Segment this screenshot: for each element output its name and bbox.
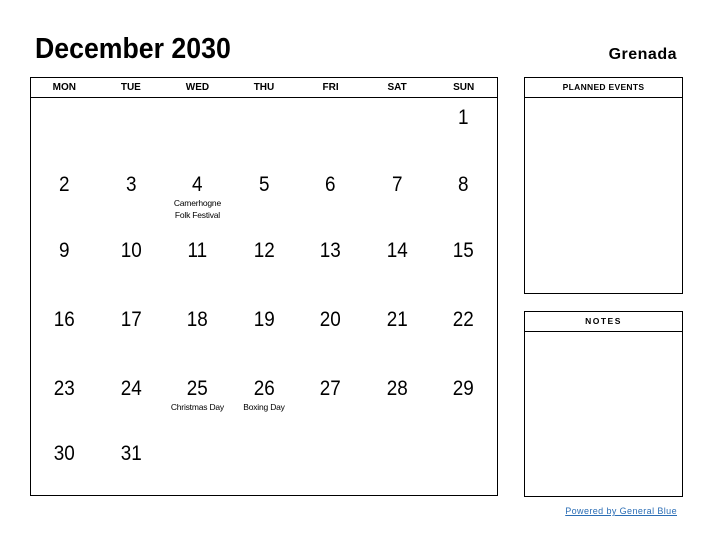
day-cell — [164, 434, 231, 497]
day-number: 6 — [325, 173, 336, 196]
day-number — [234, 98, 294, 107]
day-cell — [430, 300, 497, 369]
day-cell — [297, 300, 364, 369]
day-number: 18 — [186, 308, 208, 331]
day-number: 15 — [453, 239, 475, 262]
day-number — [301, 434, 361, 443]
day-cell — [364, 434, 431, 497]
weekday-tue: TUE — [120, 82, 141, 93]
day-cell — [231, 231, 298, 300]
powered-by-link[interactable]: Powered by General Blue — [565, 506, 677, 516]
day-cell — [297, 165, 364, 231]
day-number: 28 — [386, 377, 408, 400]
day-number: 5 — [258, 173, 270, 196]
weekday-sun: SUN — [453, 82, 475, 93]
day-number: 25 — [186, 377, 208, 400]
day-cell — [98, 165, 165, 231]
day-cell — [164, 165, 231, 231]
day-number: 22 — [453, 308, 475, 331]
day-cell — [164, 98, 231, 165]
calendar-weeks — [31, 98, 497, 497]
day-number: 30 — [53, 442, 75, 465]
calendar-grid — [30, 77, 498, 496]
holiday-label: Boxing Day — [243, 402, 285, 412]
day-cell — [98, 300, 165, 369]
day-cell — [430, 231, 497, 300]
day-cell — [98, 98, 165, 165]
day-number: 2 — [59, 173, 70, 196]
holiday-label: Christmas Day — [170, 402, 224, 412]
day-number — [367, 434, 427, 443]
day-cell — [430, 434, 497, 497]
weekday-sat: SAT — [387, 82, 407, 93]
day-cell — [31, 165, 98, 231]
day-number: 29 — [453, 377, 475, 400]
day-number: 10 — [120, 239, 142, 262]
day-cell — [231, 300, 298, 369]
day-number — [167, 98, 227, 107]
day-number: 7 — [391, 173, 403, 196]
notes-panel — [524, 311, 683, 497]
day-cell — [231, 434, 298, 497]
day-cell — [164, 369, 231, 434]
weekday-mon: MON — [52, 82, 76, 93]
day-cell — [31, 300, 98, 369]
day-number: 24 — [120, 377, 142, 400]
day-cell — [98, 434, 165, 497]
day-cell — [31, 98, 98, 165]
day-number: 13 — [320, 239, 342, 262]
holiday-label: Camerhogne Folk Festival — [173, 198, 221, 220]
day-cell — [364, 369, 431, 434]
day-cell — [430, 369, 497, 434]
planned-events-title: PLANNED EVENTS — [525, 78, 682, 98]
day-number — [167, 434, 227, 443]
day-cell — [297, 369, 364, 434]
day-cell — [364, 165, 431, 231]
day-number: 9 — [59, 239, 70, 262]
day-cell — [231, 165, 298, 231]
day-cell — [297, 98, 364, 165]
day-cell — [164, 231, 231, 300]
day-number — [367, 98, 427, 107]
day-number: 4 — [192, 173, 203, 196]
day-number: 21 — [386, 308, 408, 331]
day-cell — [297, 434, 364, 497]
day-cell — [297, 231, 364, 300]
day-cell — [31, 369, 98, 434]
day-cell — [98, 369, 165, 434]
day-cell — [430, 98, 497, 165]
day-number: 14 — [386, 239, 408, 262]
day-number: 12 — [253, 239, 275, 262]
day-number — [301, 98, 361, 107]
notes-title: NOTES — [525, 312, 682, 332]
day-cell — [164, 300, 231, 369]
day-number: 26 — [253, 377, 275, 400]
planned-events-panel — [524, 77, 683, 294]
day-number: 11 — [187, 239, 208, 262]
day-cell — [364, 300, 431, 369]
day-number: 23 — [53, 377, 75, 400]
day-number — [101, 98, 161, 107]
page-title: December 2030 — [35, 33, 231, 65]
day-number: 1 — [458, 106, 469, 129]
day-number — [434, 434, 494, 443]
day-cell — [31, 434, 98, 497]
day-number: 31 — [120, 442, 142, 465]
day-cell — [231, 369, 298, 434]
day-number — [234, 434, 294, 443]
weekday-fri: FRI — [322, 82, 339, 93]
day-cell — [231, 98, 298, 165]
day-number — [34, 98, 94, 107]
day-number: 19 — [253, 308, 275, 331]
weekday-wed: WED — [185, 82, 210, 93]
day-cell — [31, 231, 98, 300]
day-cell — [430, 165, 497, 231]
day-cell — [364, 98, 431, 165]
day-cell — [98, 231, 165, 300]
country-label: Grenada — [608, 46, 677, 63]
day-cell — [364, 231, 431, 300]
day-number: 16 — [53, 308, 75, 331]
day-number: 27 — [320, 377, 342, 400]
day-number: 17 — [120, 308, 142, 331]
day-number: 20 — [320, 308, 342, 331]
day-number: 8 — [458, 173, 469, 196]
weekday-thu: THU — [253, 82, 275, 93]
day-number: 3 — [125, 173, 137, 196]
weekday-header — [31, 78, 497, 98]
